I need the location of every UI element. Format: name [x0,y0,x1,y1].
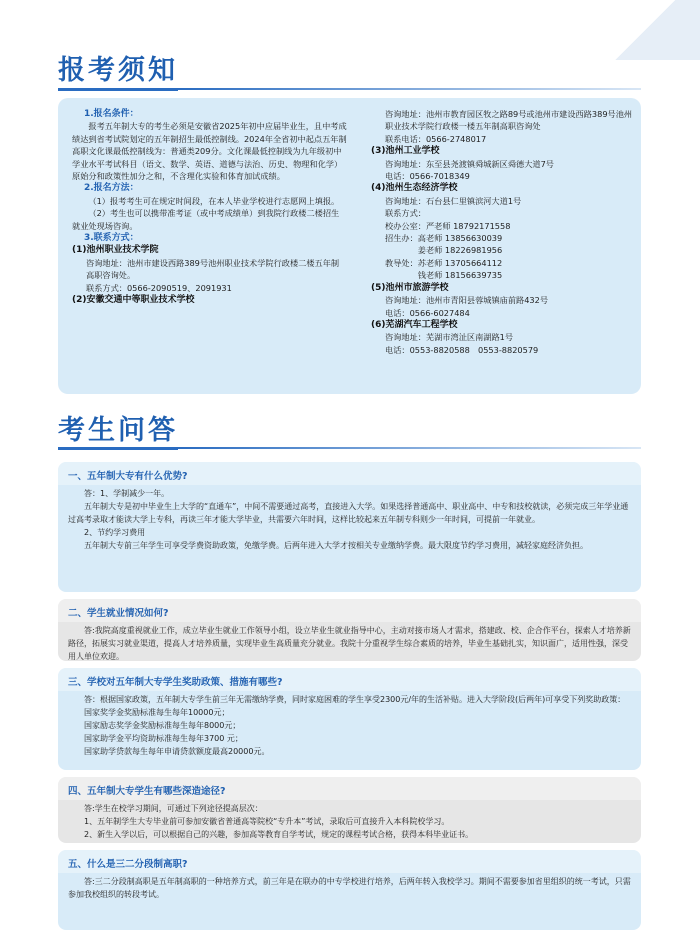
faq-answer [58,485,641,558]
school-info-line: 咨询地址：石台县仁里镇滨河大道1号 [385,195,522,206]
school-info-line: 联系方式：0566-2090519、2091931 [86,282,232,293]
faq-item [58,599,641,661]
faq-answer-paragraph: 2、新生入学以后，可以根据自己的兴趣，参加高等教育自学考试，规定的课程考试合格，获得本科毕业证书。 [84,830,474,839]
section-1-title: 1.报名条件： [84,109,139,119]
faq-answer-paragraph: 1、五年制学生大专毕业前可参加安徽省普通高等院校“专升本”考试，录取后可直接升入本科院校学习。 [84,817,450,826]
faq-question: 三、学校对五年制大专学生奖助政策、措施有哪些? [58,668,641,691]
schools-left [72,244,347,306]
faq-answer-paragraph: 答:三二分段制高职是五年制高职的一种培养方式，前三年是在联办的中专学校进行培养，后两年转入我校学习。期间不需要参加省里组织的统一考试，只需参加我校组织的转段考试。 [68,877,631,899]
faq-answer-paragraph: 答：1、学制减少一年。 [84,489,170,498]
notice-title: 报考须知 [58,55,178,86]
notice-left-column [72,108,347,307]
school-info-line: 咨询地址：池州市教育园区牧之路89号或池州市建设西路389号池州职业技术学院行政楼一楼五年制高职咨询处 [385,109,633,132]
faq-question: 四、五年制大专学生有哪些深造途径? [58,777,641,800]
notice-right-column [371,108,633,356]
school-name: (5)池州市旅游学校 [371,282,449,293]
school-name: (1)池州职业技术学院 [72,245,159,256]
school-name: (3)池州工业学校 [371,146,440,157]
faq-answer-paragraph: 国家励志奖学金奖励标准每生每年8000元； [84,721,241,730]
school-info-line: 校办公室：严老师 18792171558 [385,220,511,231]
faq-title-rule [178,447,641,449]
section-2-title: 2.报名方法： [84,183,139,194]
section-2-text-1: （1）报考考生可在规定时间段，在本人毕业学校进行志愿网上填报。 [88,195,340,206]
notice-title-rule [178,88,641,90]
school-info-line: 姜老师 18226981956 [385,245,503,256]
faq-answer-paragraph: 五年制大专前三年学生可享受学费资助政策，免缴学费。后两年进入大学才按相关专业缴纳学费。最大限度节约学习费用，减轻家庭经济负担。 [84,541,588,550]
school-info-line: 钱老师 18156639735 [385,270,503,281]
section-1-text: 报考五年制大专的考生必须是安徽省2025年初中应届毕业生，且中考成绩达到省考试院划定的五年制招生最低控制线。2024年全省初中起点五年制高职文化课最低控制线为：普通类209分。文化课最低控制线为九年级初中学业水平考试科目（语文、数学、英语、道德与法治、历史、物理和化学）原始分和政策性加分之和，不含理化实验和体育加试成绩。 [72,121,347,182]
notice-panel [58,98,641,394]
faq-item [58,668,641,770]
school-info-line: 电话：0553-8820588 0553-8820579 [385,344,539,355]
school-info-line: 招生办：高老师 13856630039 [385,233,503,244]
faq-answer [58,691,641,764]
section-2-text-2: （2）考生也可以携带准考证（或中考成绩单）到我院行政楼二楼招生就业处现场咨询。 [72,208,340,231]
school-name: (4)池州生态经济学校 [371,183,458,194]
notice-title-underline [58,88,178,91]
school-info-line: 教导处：苏老师 13705664112 [385,257,503,268]
corner-decoration [590,0,700,60]
faq-answer [58,873,641,907]
faq-answer-paragraph: 国家助学金平均资助标准每生每年3700 元； [84,734,243,743]
faq-question: 二、学生就业情况如何? [58,599,641,622]
school-name: (2)安徽交通中等职业技术学校 [72,295,195,306]
faq-answer-paragraph: 答：根据国家政策，五年制大专学生前三年无需缴纳学费，同时家庭困难的学生享受2300元/年的生活补贴。进入大学阶段(后两年)可享受下列奖助政策： [84,695,626,704]
school-info-line: 电话：0566-7018349 [385,171,470,182]
school-info-line: 电话：0566-6027484 [385,307,470,318]
school-info-line: 咨询地址：池州市青阳县蓉城镇庙前路432号 [385,295,549,306]
faq-answer-paragraph: 五年制大专是初中毕业生上大学的“直通车”，中间不需要通过高考，直接进入大学。如果选择普通高中、职业高中、中专和技校就读，必须完成三年学业通过高考录取才能读大学上专科，再读三年才能大学毕业，共需要六年时间，这样比较起来五年制专科则少一年时间，可提前一年就业。 [68,502,629,524]
faq-question: 一、五年制大专有什么优势? [58,462,641,485]
school-info-line: 咨询地址：芜湖市湾沚区南湖路1号 [385,332,514,343]
faq-answer-paragraph: 答:我院高度重视就业工作，成立毕业生就业工作领导小组，设立毕业生就业指导中心，主动对接市场人才需求，搭建政、校、企合作平台，探索人才培养新路径，拓展实习就业渠道，提高人才培养质量，实现毕业生高质量充分就业。我院十分重视学生综合素质的培养，毕业生基础扎实，知识面广，适用性强，深受用人单位欢迎。 [68,626,631,661]
faq-title: 考生问答 [58,415,178,446]
faq-answer-paragraph: 答:学生在校学习期间，可通过下列途径提高层次： [84,804,263,813]
faq-item [58,850,641,930]
faq-answer-paragraph: 2、节约学习费用 [84,528,146,537]
faq-answer [58,800,641,843]
faq-question: 五、什么是三二分段制高职? [58,850,641,873]
school-info-line: 联系方式： [385,208,426,219]
school-name: (6)芜湖汽车工程学校 [371,319,458,330]
faq-answer-paragraph: 国家奖学金奖励标准每生每年10000元； [84,708,230,717]
faq-answer [58,622,641,661]
school-info-line: 咨询地址：池州市建设西路389号池州职业技术学院行政楼二楼五年制高职咨询处。 [86,257,340,281]
school-info-line: 咨询地址：东至县尧渡镇舜城新区舜德大道7号 [385,158,554,169]
faq-item [58,777,641,843]
faq-item [58,462,641,592]
schools-right [371,108,633,356]
faq-title-underline [58,447,178,450]
faq-answer-paragraph: 国家助学贷款每生每年申请贷款额度最高20000元。 [84,747,270,756]
section-3-title: 3.联系方式： [84,233,139,244]
school-info-line: 联系电话：0566-2748017 [385,133,487,144]
